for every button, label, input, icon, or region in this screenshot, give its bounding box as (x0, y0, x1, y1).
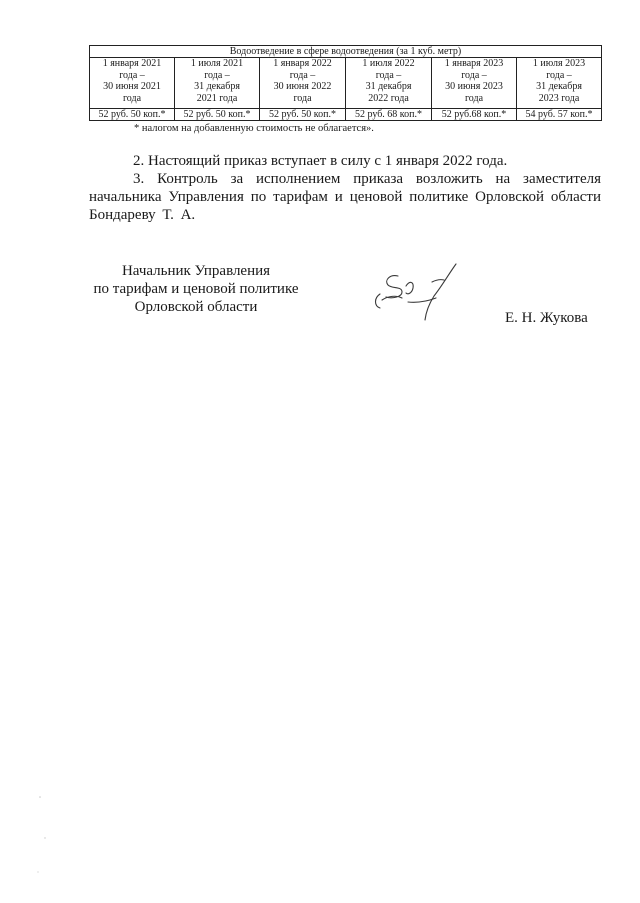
signatory-position (76, 262, 316, 316)
period-cell: 1 января 2021 года – 30 июня 2021 года (90, 58, 175, 109)
signatory-name: Е. Н. Жукова (505, 310, 588, 326)
period-cell: 1 июля 2021 года – 31 декабря 2021 года (175, 58, 260, 109)
tariff-table-title: Водоотведение в сфере водоотведения (за 1 куб. метр) (90, 46, 602, 58)
tariff-value-cell: 52 руб. 68 коп.* (346, 109, 432, 121)
paragraph-item-3: 3. Контроль за исполнением приказа возложить на заместителя начальника Управления по тарифам и ценовой политике Орловской области Бондареву Т. А. (89, 171, 601, 223)
tariff-value-cell: 52 руб. 50 коп.* (90, 109, 175, 121)
vat-footnote: * налогом на добавленную стоимость не облагается». (134, 123, 374, 134)
period-cell: 1 июля 2023 года – 31 декабря 2023 года (517, 58, 602, 109)
tariff-value-cell: 52 руб.68 коп.* (432, 109, 517, 121)
position-line: Орловской области (134, 299, 258, 315)
tariff-table (89, 45, 602, 121)
position-line: по тарифам и ценовой политике (93, 281, 299, 297)
tariff-value-row (90, 109, 602, 121)
handwritten-signature (368, 262, 463, 324)
position-line: Начальник Управления (121, 263, 271, 279)
tariff-value-cell: 54 руб. 57 коп.* (517, 109, 602, 121)
period-cell: 1 января 2022 года – 30 июня 2022 года (260, 58, 346, 109)
period-cell: 1 июля 2022 года – 31 декабря 2022 года (346, 58, 432, 109)
tariff-value-cell: 52 руб. 50 коп.* (260, 109, 346, 121)
tariff-value-cell: 52 руб. 50 коп.* (175, 109, 260, 121)
paragraph-item-2: 2. Настоящий приказ вступает в силу с 1 января 2022 года. (133, 153, 508, 169)
tariff-period-row (90, 58, 602, 109)
period-cell: 1 января 2023 года – 30 июня 2023 года (432, 58, 517, 109)
